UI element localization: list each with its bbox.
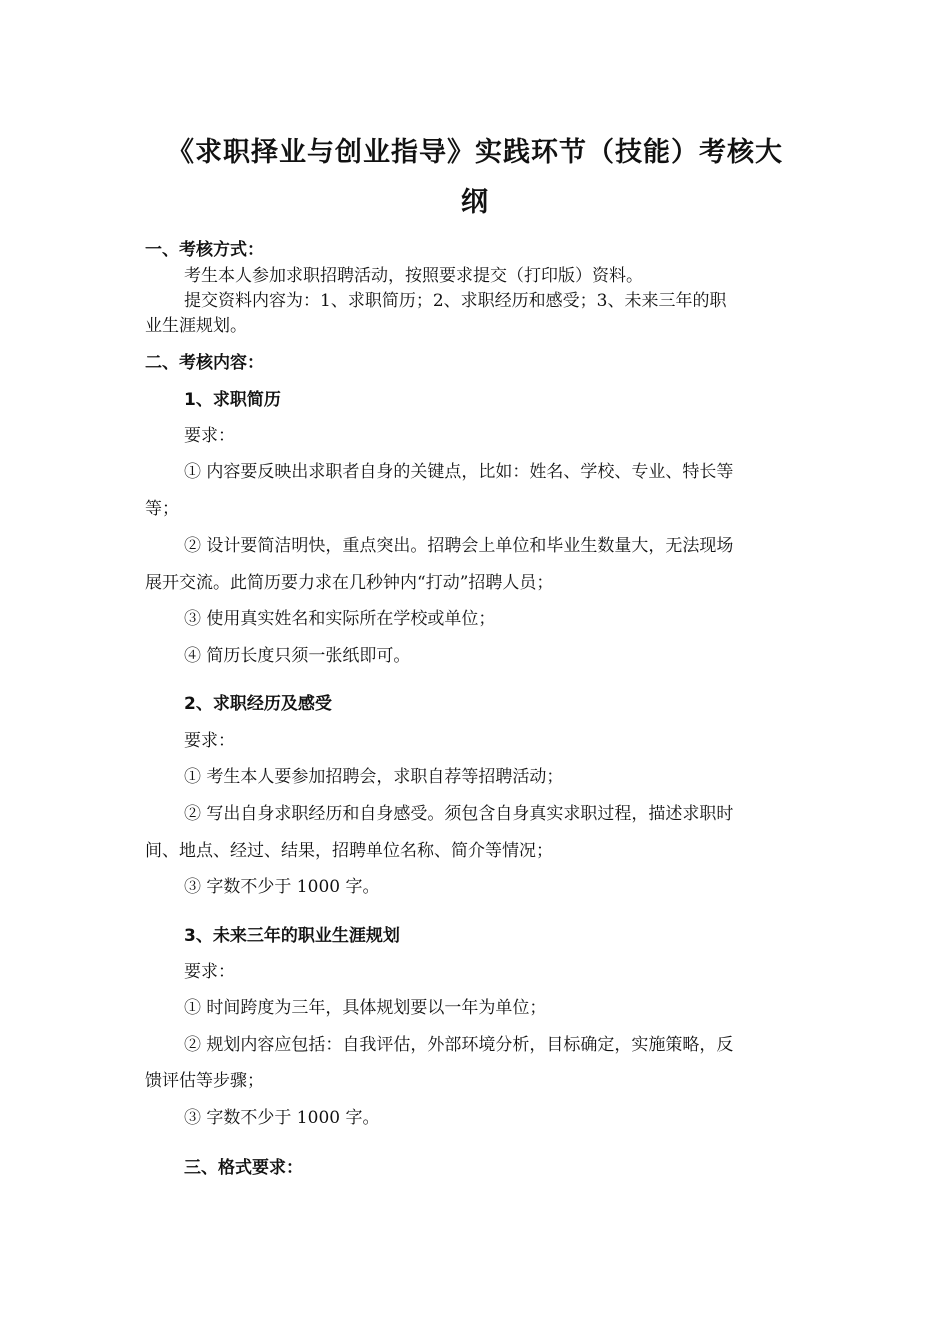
section-2-heading: 二、考核内容： [145,353,264,373]
item-2-req-2-line-2: 间、地点、经过、结果，招聘单位名称、简介等情况； [145,841,553,861]
item-1-req-4: ④ 简历长度只须一张纸即可。 [184,646,411,666]
item-1-req-2-line-2: 展开交流。此简历要力求在几秒钟内“打动”招聘人员； [145,573,554,593]
item-1-req-1-line-2: 等； [145,499,179,519]
item-3-req-3: ③ 字数不少于 1000 字。 [184,1108,380,1128]
document-title-line-1: 《求职择业与创业指导》实践环节（技能）考核大 [167,137,783,168]
item-3-requirements-label: 要求： [184,962,235,982]
item-2-req-2-line-1: ② 写出自身求职经历和自身感受。须包含自身真实求职过程，描述求职时 [184,804,734,824]
section-1-paragraph-2-line-2: 业生涯规划。 [145,316,247,336]
item-2-req-1: ① 考生本人要参加招聘会，求职自荐等招聘活动； [184,767,564,787]
item-1-requirements-label: 要求： [184,426,235,446]
item-2-heading: 2、求职经历及感受 [184,694,332,714]
item-1-req-1-line-1: ① 内容要反映出求职者自身的关键点，比如：姓名、学校、专业、特长等 [184,462,734,482]
item-2-req-3: ③ 字数不少于 1000 字。 [184,877,380,897]
item-1-req-2-line-1: ② 设计要简洁明快，重点突出。招聘会上单位和毕业生数量大，无法现场 [184,536,734,556]
item-1-req-3: ③ 使用真实姓名和实际所在学校或单位； [184,609,496,629]
document-title-line-2: 纲 [461,187,489,218]
section-1-paragraph-1: 考生本人参加求职招聘活动，按照要求提交（打印版）资料。 [184,266,643,286]
section-1-paragraph-2-line-1: 提交资料内容为：1、求职简历；2、求职经历和感受；3、未来三年的职 [184,291,727,311]
item-1-heading: 1、求职简历 [184,390,281,410]
section-3-heading: 三、格式要求： [184,1158,303,1178]
item-3-req-2-line-2: 馈评估等步骤； [145,1071,264,1091]
section-1-heading: 一、考核方式： [145,240,264,260]
item-3-heading: 3、未来三年的职业生涯规划 [184,926,400,946]
item-3-req-2-line-1: ② 规划内容应包括：自我评估，外部环境分析，目标确定，实施策略，反 [184,1035,734,1055]
item-3-req-1: ① 时间跨度为三年，具体规划要以一年为单位； [184,998,547,1018]
item-2-requirements-label: 要求： [184,731,235,751]
